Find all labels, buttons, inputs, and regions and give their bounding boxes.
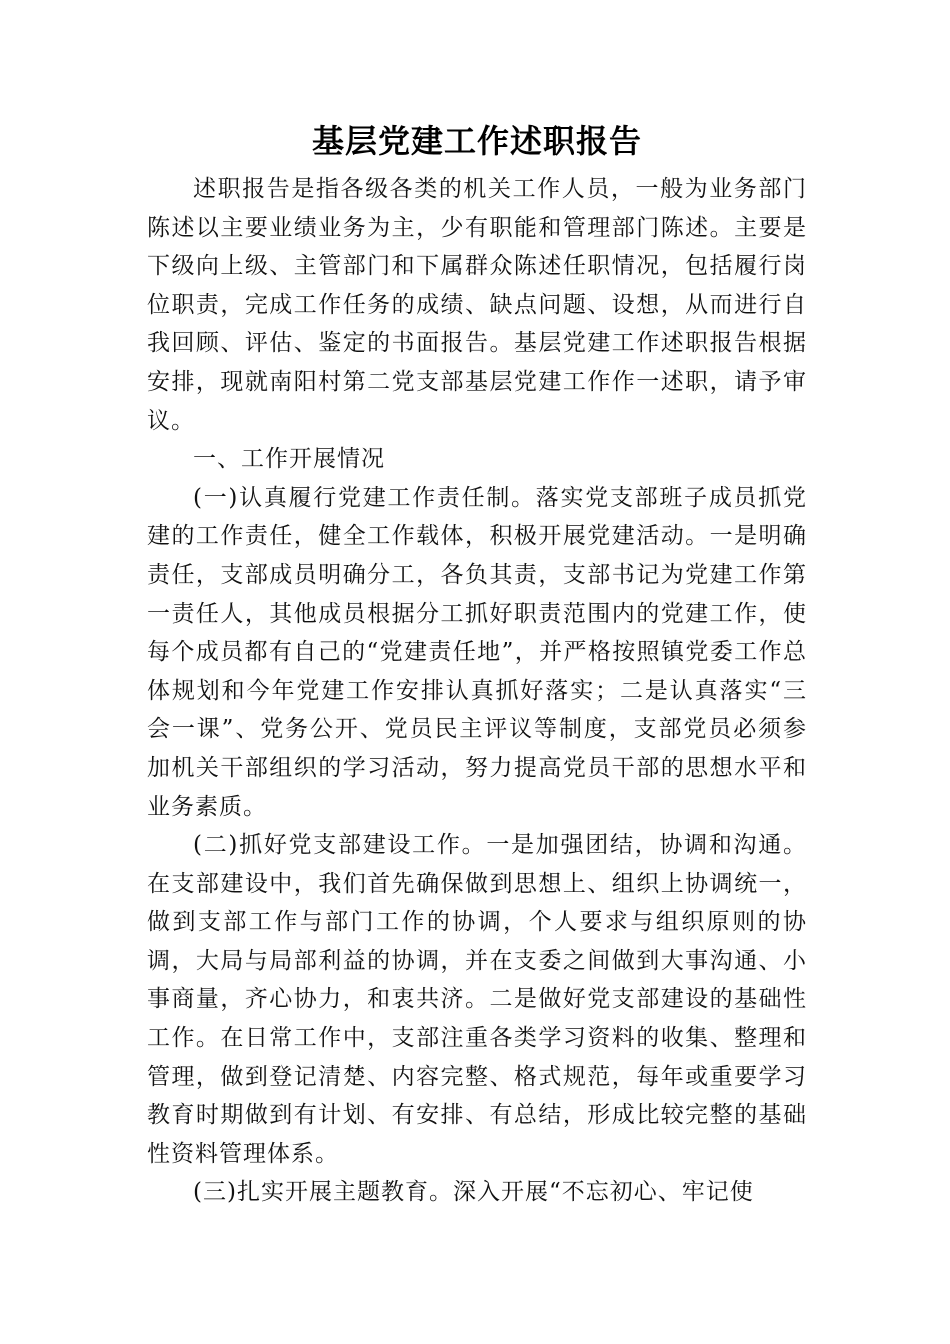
paragraph-intro: 述职报告是指各级各类的机关工作人员，一般为业务部门陈述以主要业绩业务为主，少有职能和管理部门陈述。主要是下级向上级、主管部门和下属群众陈述任职情况，包括履行岗位职责，完成工作任务的成绩、缺点问题、设想，从而进行自我回顾、评估、鉴定的书面报告。基层党建工作述职报告根据安排，现就南阳村第二党支部基层党建工作作一述职，请予审议。 xyxy=(147,176,807,434)
document-body xyxy=(147,118,807,1212)
section-heading-work-progress: 一、工作开展情况 xyxy=(193,446,385,473)
paragraph-theme-education: (三)扎实开展主题教育。深入开展“不忘初心、牢记使 xyxy=(193,1179,754,1206)
paragraph-responsibility-system: (一)认真履行党建工作责任制。落实党支部班子成员抓党建的工作责任，健全工作载体，积极开展党建活动。一是明确责任，支部成员明确分工，各负其责，支部书记为党建工作第一责任人，其他成员根据分工抓好职责范围内的党建工作，使每个成员都有自己的“党建责任地”，并严格按照镇党委工作总体规划和今年党建工作安排认真抓好落实；二是认真落实“三会一课”、党务公开、党员民主评议等制度，支部党员必须参加机关干部组织的学习活动，努力提高党员干部的思想水平和业务素质。 xyxy=(147,484,807,820)
paragraph-branch-construction: (二)抓好党支部建设工作。一是加强团结，协调和沟通。在支部建设中，我们首先确保做到思想上、组织上协调统一，做到支部工作与部门工作的协调，个人要求与组织原则的协调，大局与局部利益的协调，并在支委之间做到大事沟通、小事商量，齐心协力，和衷共济。二是做好党支部建设的基础性工作。在日常工作中，支部注重各类学习资料的收集、整理和管理，做到登记清楚、内容完整、格式规范，每年或重要学习教育时期做到有计划、有安排、有总结，形成比较完整的基础性资料管理体系。 xyxy=(147,832,807,1167)
document-title: 基层党建工作述职报告 xyxy=(311,122,642,160)
